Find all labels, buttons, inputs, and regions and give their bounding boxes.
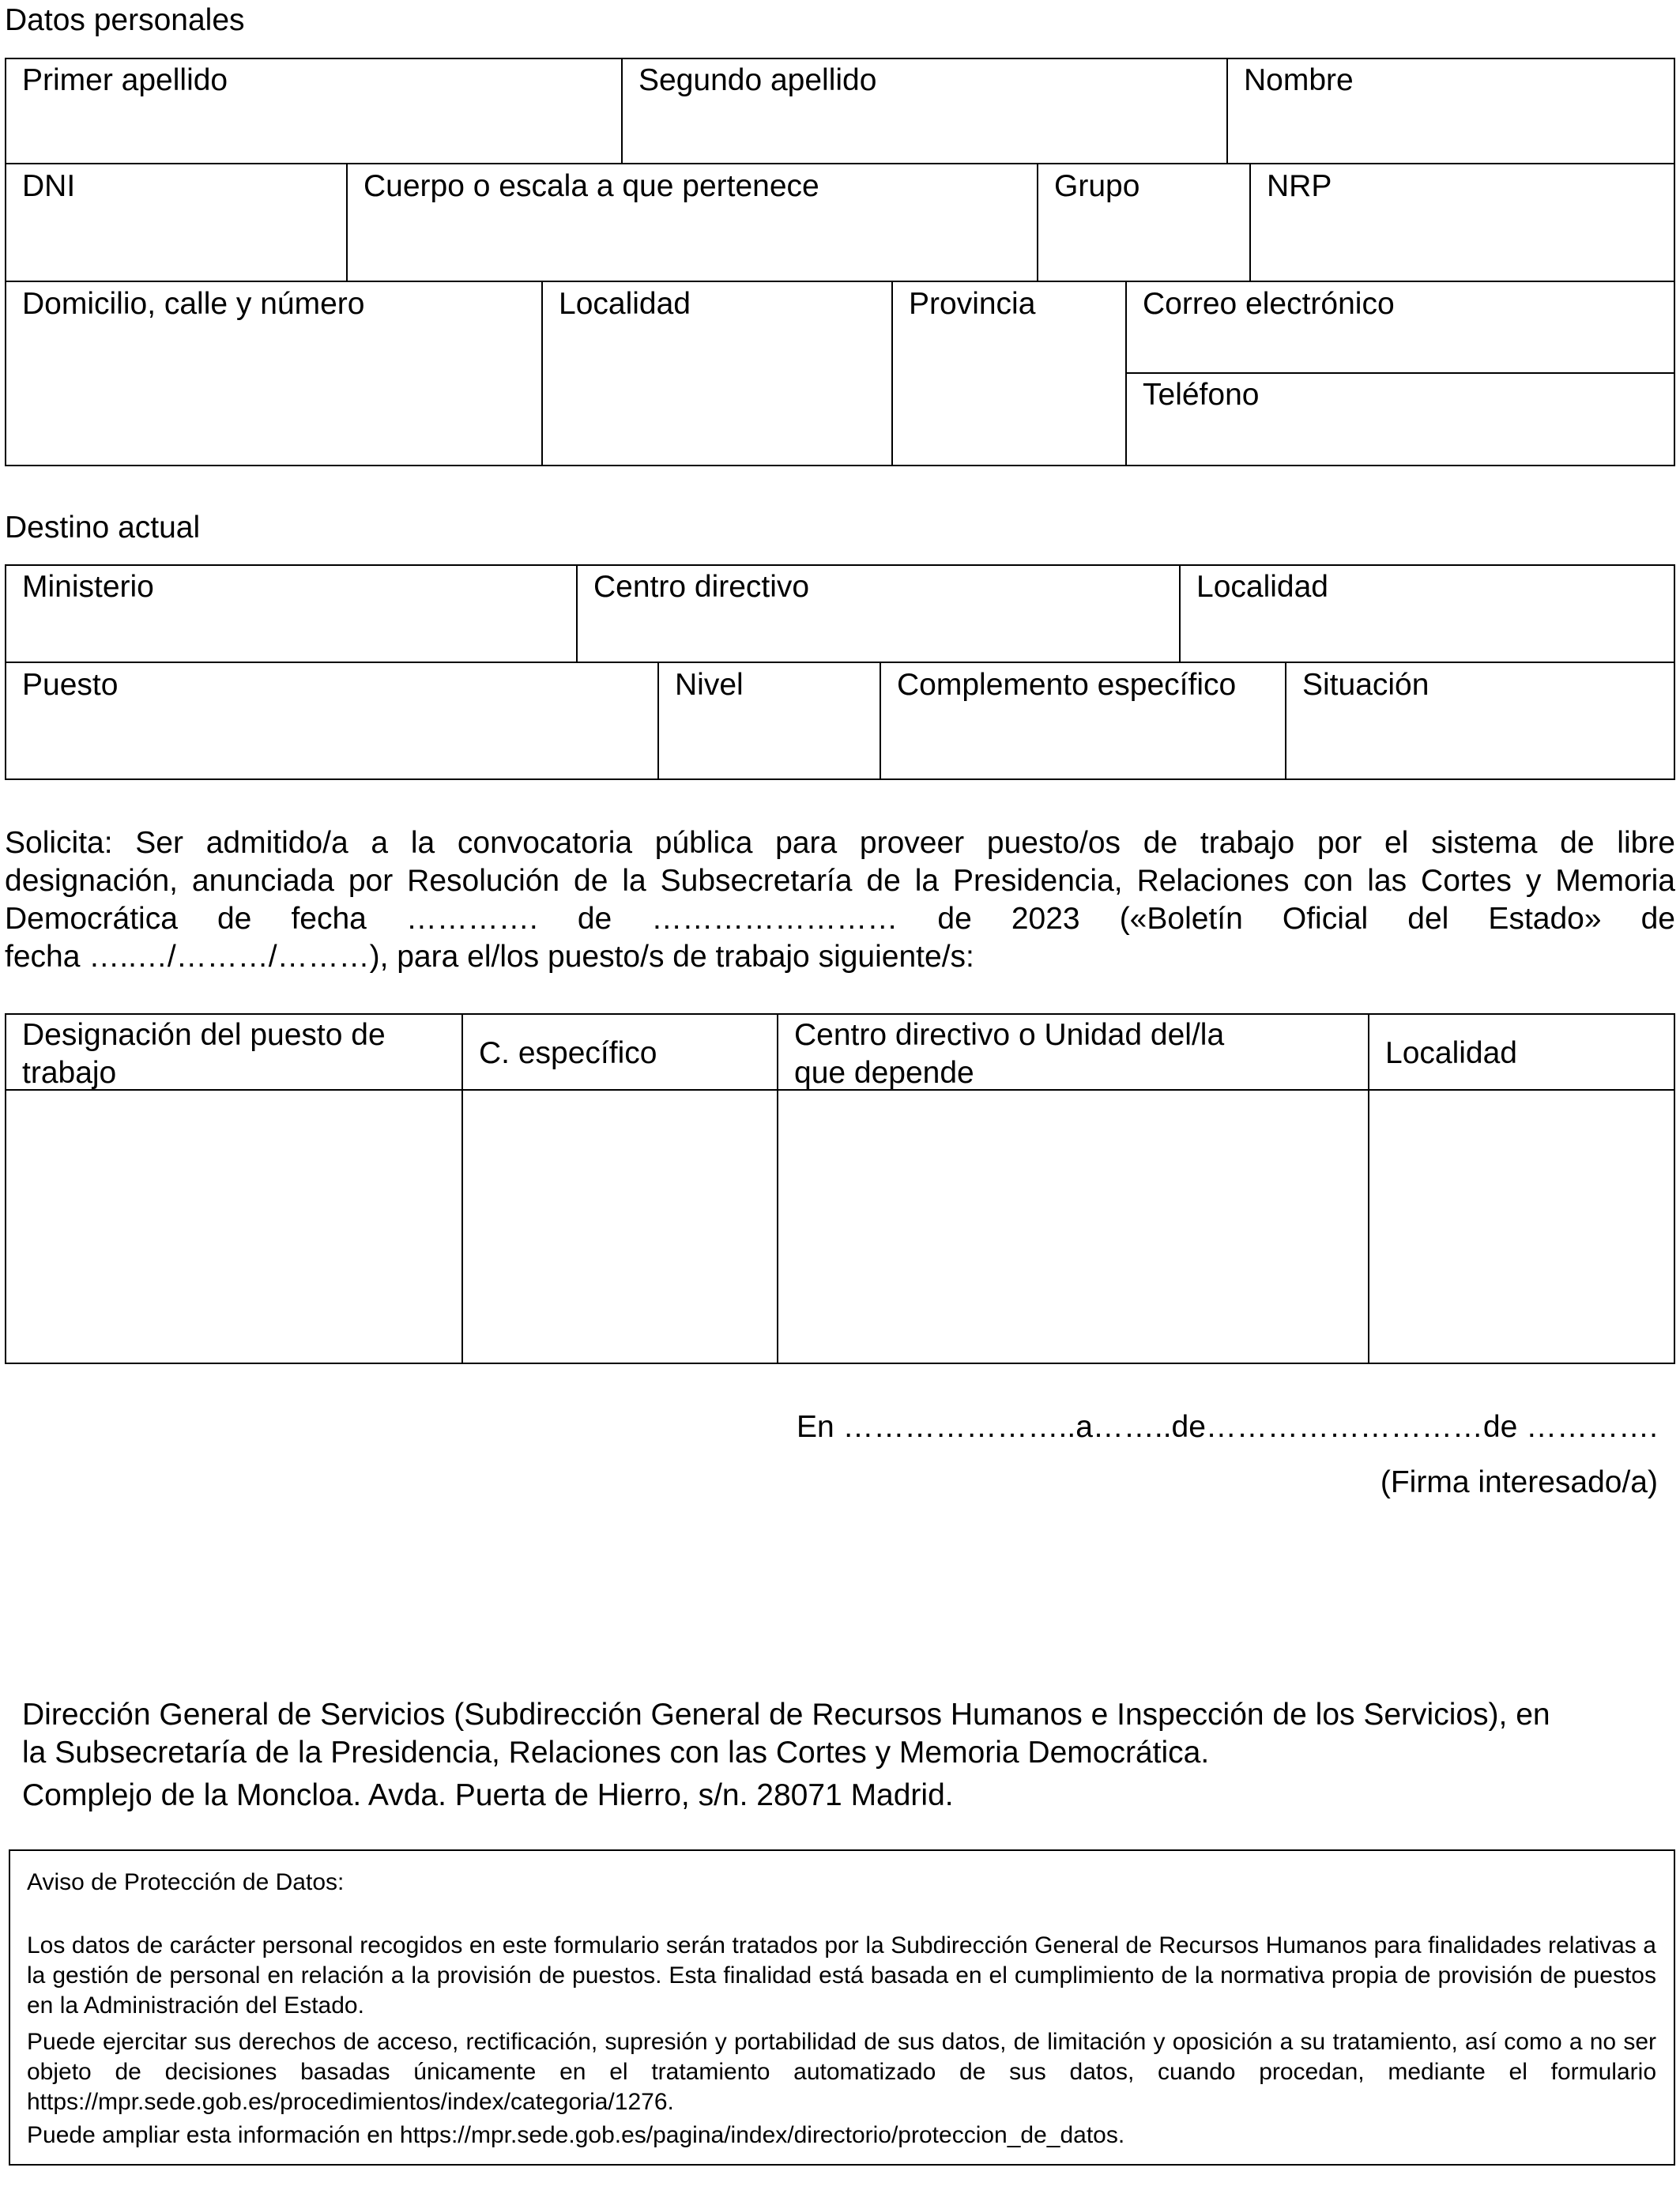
table-cell-designacion[interactable] <box>6 1091 460 1363</box>
section-heading-personal: Datos personales <box>5 3 245 37</box>
table-header-centro: Centro directivo o Unidad del/la que depende <box>794 1018 1225 1090</box>
solicita-line-2: designación, anunciada por Resolución de la Subsecretaría de la Presidencia, Relaciones con las Cortes y Memoria <box>5 864 1675 898</box>
notice-paragraph-3: Puede ampliar esta información en https://mpr.sede.gob.es/pagina/index/directorio/proteccion_de_datos. <box>27 2122 1125 2148</box>
solicita-line-1: Solicita: Ser admitido/a a la convocatoria pública para proveer puesto/os de trabajo por el sistema de libre <box>5 826 1675 860</box>
field-cuerpo-escala[interactable]: Cuerpo o escala a que pertenece <box>363 169 819 203</box>
address-line-2: la Subsecretaría de la Presidencia, Relaciones con las Cortes y Memoria Democrática. <box>22 1736 1210 1770</box>
field-domicilio[interactable]: Domicilio, calle y número <box>22 287 365 321</box>
table-header-localidad: Localidad <box>1385 1036 1517 1070</box>
table-header-designacion: Designación del puesto de trabajo <box>22 1018 386 1090</box>
field-puesto[interactable]: Puesto <box>22 668 119 702</box>
table-cell-centro[interactable] <box>778 1091 1366 1363</box>
field-grupo[interactable]: Grupo <box>1054 169 1140 203</box>
field-provincia[interactable]: Provincia <box>909 287 1036 321</box>
field-dni[interactable]: DNI <box>22 169 76 203</box>
section-heading-destino: Destino actual <box>5 511 201 545</box>
personal-data-grid <box>5 58 1675 466</box>
solicita-line-3: Democrática de fecha …………. de …………………… de 2023 («Boletín Oficial del Estado» de <box>5 902 1675 936</box>
field-telefono[interactable]: Teléfono <box>1143 378 1260 412</box>
table-cell-localidad[interactable] <box>1369 1091 1674 1363</box>
signature-label: (Firma interesado/a) <box>1380 1465 1658 1499</box>
field-complemento-especifico[interactable]: Complemento específico <box>897 668 1237 702</box>
field-localidad[interactable]: Localidad <box>559 287 691 321</box>
field-nombre[interactable]: Nombre <box>1244 63 1354 97</box>
field-nrp[interactable]: NRP <box>1267 169 1332 203</box>
address-block <box>22 1696 1659 1815</box>
solicita-paragraph <box>5 824 1675 976</box>
field-situacion[interactable]: Situación <box>1302 668 1430 702</box>
field-destino-localidad[interactable]: Localidad <box>1196 570 1328 604</box>
table-header-c-especifico: C. específico <box>479 1036 657 1070</box>
table-cell-c-especifico[interactable] <box>463 1091 775 1363</box>
field-segundo-apellido[interactable]: Segundo apellido <box>638 63 877 97</box>
field-primer-apellido[interactable]: Primer apellido <box>22 63 228 97</box>
field-ministerio[interactable]: Ministerio <box>22 570 154 604</box>
field-centro-directivo[interactable]: Centro directivo <box>593 570 810 604</box>
field-correo-electronico[interactable]: Correo electrónico <box>1143 287 1395 321</box>
solicita-line-4: fecha …..…/………/………), para el/los puesto/s de trabajo siguiente/s: <box>5 940 974 974</box>
place-date-line[interactable]: En …………………..a……..de………………………de …………. <box>796 1410 1658 1444</box>
notice-paragraph-2: Puede ejercitar sus derechos de acceso, rectificación, supresión y portabilidad de sus datos, de limitación y oposición a su tratamiento, así como a no ser objeto de decisiones basadas únicamente en el tratamiento automatizado de sus datos, cuando procedan, mediante el formulario https://mpr.sede.gob.es/procedimientos/index/categoria/1276. <box>27 2029 1656 2115</box>
address-line-1: Dirección General de Servicios (Subdirección General de Recursos Humanos e Inspección de los Servicios), en <box>22 1698 1550 1732</box>
notice-title: Aviso de Protección de Datos: <box>27 1869 345 1895</box>
field-nivel[interactable]: Nivel <box>675 668 744 702</box>
notice-paragraph-1: Los datos de carácter personal recogidos en este formulario serán tratados por la Subdirección General de Recursos Humanos para finalidades relativas a la gestión de personal en relación a la provisión de puestos. Esta finalidad está basada en el cumplimiento de la normativa propia de provisión de puestos en la Administración del Estado. <box>27 1932 1656 2019</box>
address-line-3: Complejo de la Moncloa. Avda. Puerta de Hierro, s/n. 28071 Madrid. <box>22 1778 954 1812</box>
